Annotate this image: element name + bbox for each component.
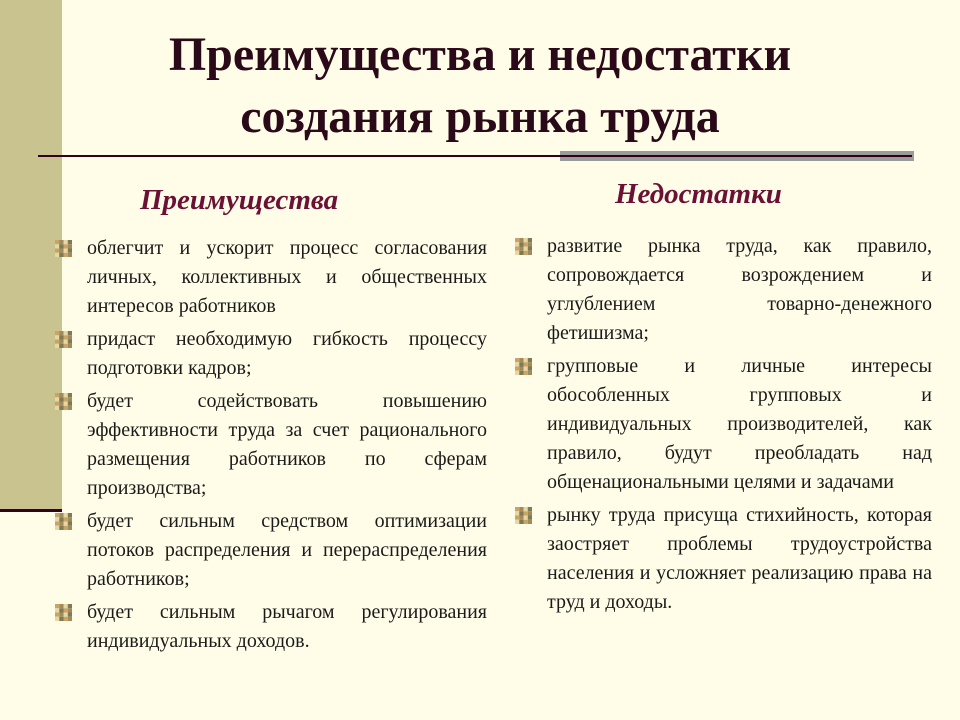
list-item [55,325,487,383]
decorative-sidebar [0,0,62,510]
checkered-square-icon [55,331,72,348]
title-underline [38,155,912,157]
list-item [55,598,487,656]
title-line-2: создания рынка труда [240,90,720,143]
list-item-text: облегчит и ускорит процесс согласования личных, коллективных и общественных интересов работников [87,237,487,317]
list-item-text: групповые и личные интересы обособленных групповых и индивидуальных производителей, как правило, будут преобладать над общенациональными целями и задачами [547,355,932,493]
list-item [55,387,487,503]
sidebar-bottom-rule [0,509,62,512]
checkered-square-icon [55,513,72,530]
list-item [55,507,487,594]
checkered-square-icon [515,507,532,524]
list-item-text: будет сильным средством оптимизации потоков распределения и перераспределения работников; [87,510,487,590]
list-item-text: развитие рынка труда, как правило, сопровождается возрождением и углублением товарно-денежного фетишизма; [547,235,932,344]
disadvantages-list [515,232,932,621]
advantages-heading: Преимущества [140,184,339,216]
disadvantages-heading: Недостатки [615,178,782,210]
checkered-square-icon [55,604,72,621]
slide-title [80,24,880,148]
advantages-list [55,234,487,660]
list-item [515,501,932,617]
checkered-square-icon [515,358,532,375]
checkered-square-icon [55,240,72,257]
title-line-1: Преимущества и недостатки [168,28,792,81]
list-item [515,232,932,348]
checkered-square-icon [515,238,532,255]
checkered-square-icon [55,393,72,410]
list-item-text: придаст необходимую гибкость процессу подготовки кадров; [87,328,487,379]
list-item-text: рынку труда присуща стихийность, которая заостряет проблемы трудоустройства населения и усложняет реализацию права на труд и доходы. [547,504,932,613]
list-item [515,352,932,497]
list-item-text: будет содействовать повышению эффективности труда за счет рационального размещения работников по сферам производства; [87,390,487,499]
list-item [55,234,487,321]
list-item-text: будет сильным рычагом регулирования индивидуальных доходов. [87,601,487,652]
